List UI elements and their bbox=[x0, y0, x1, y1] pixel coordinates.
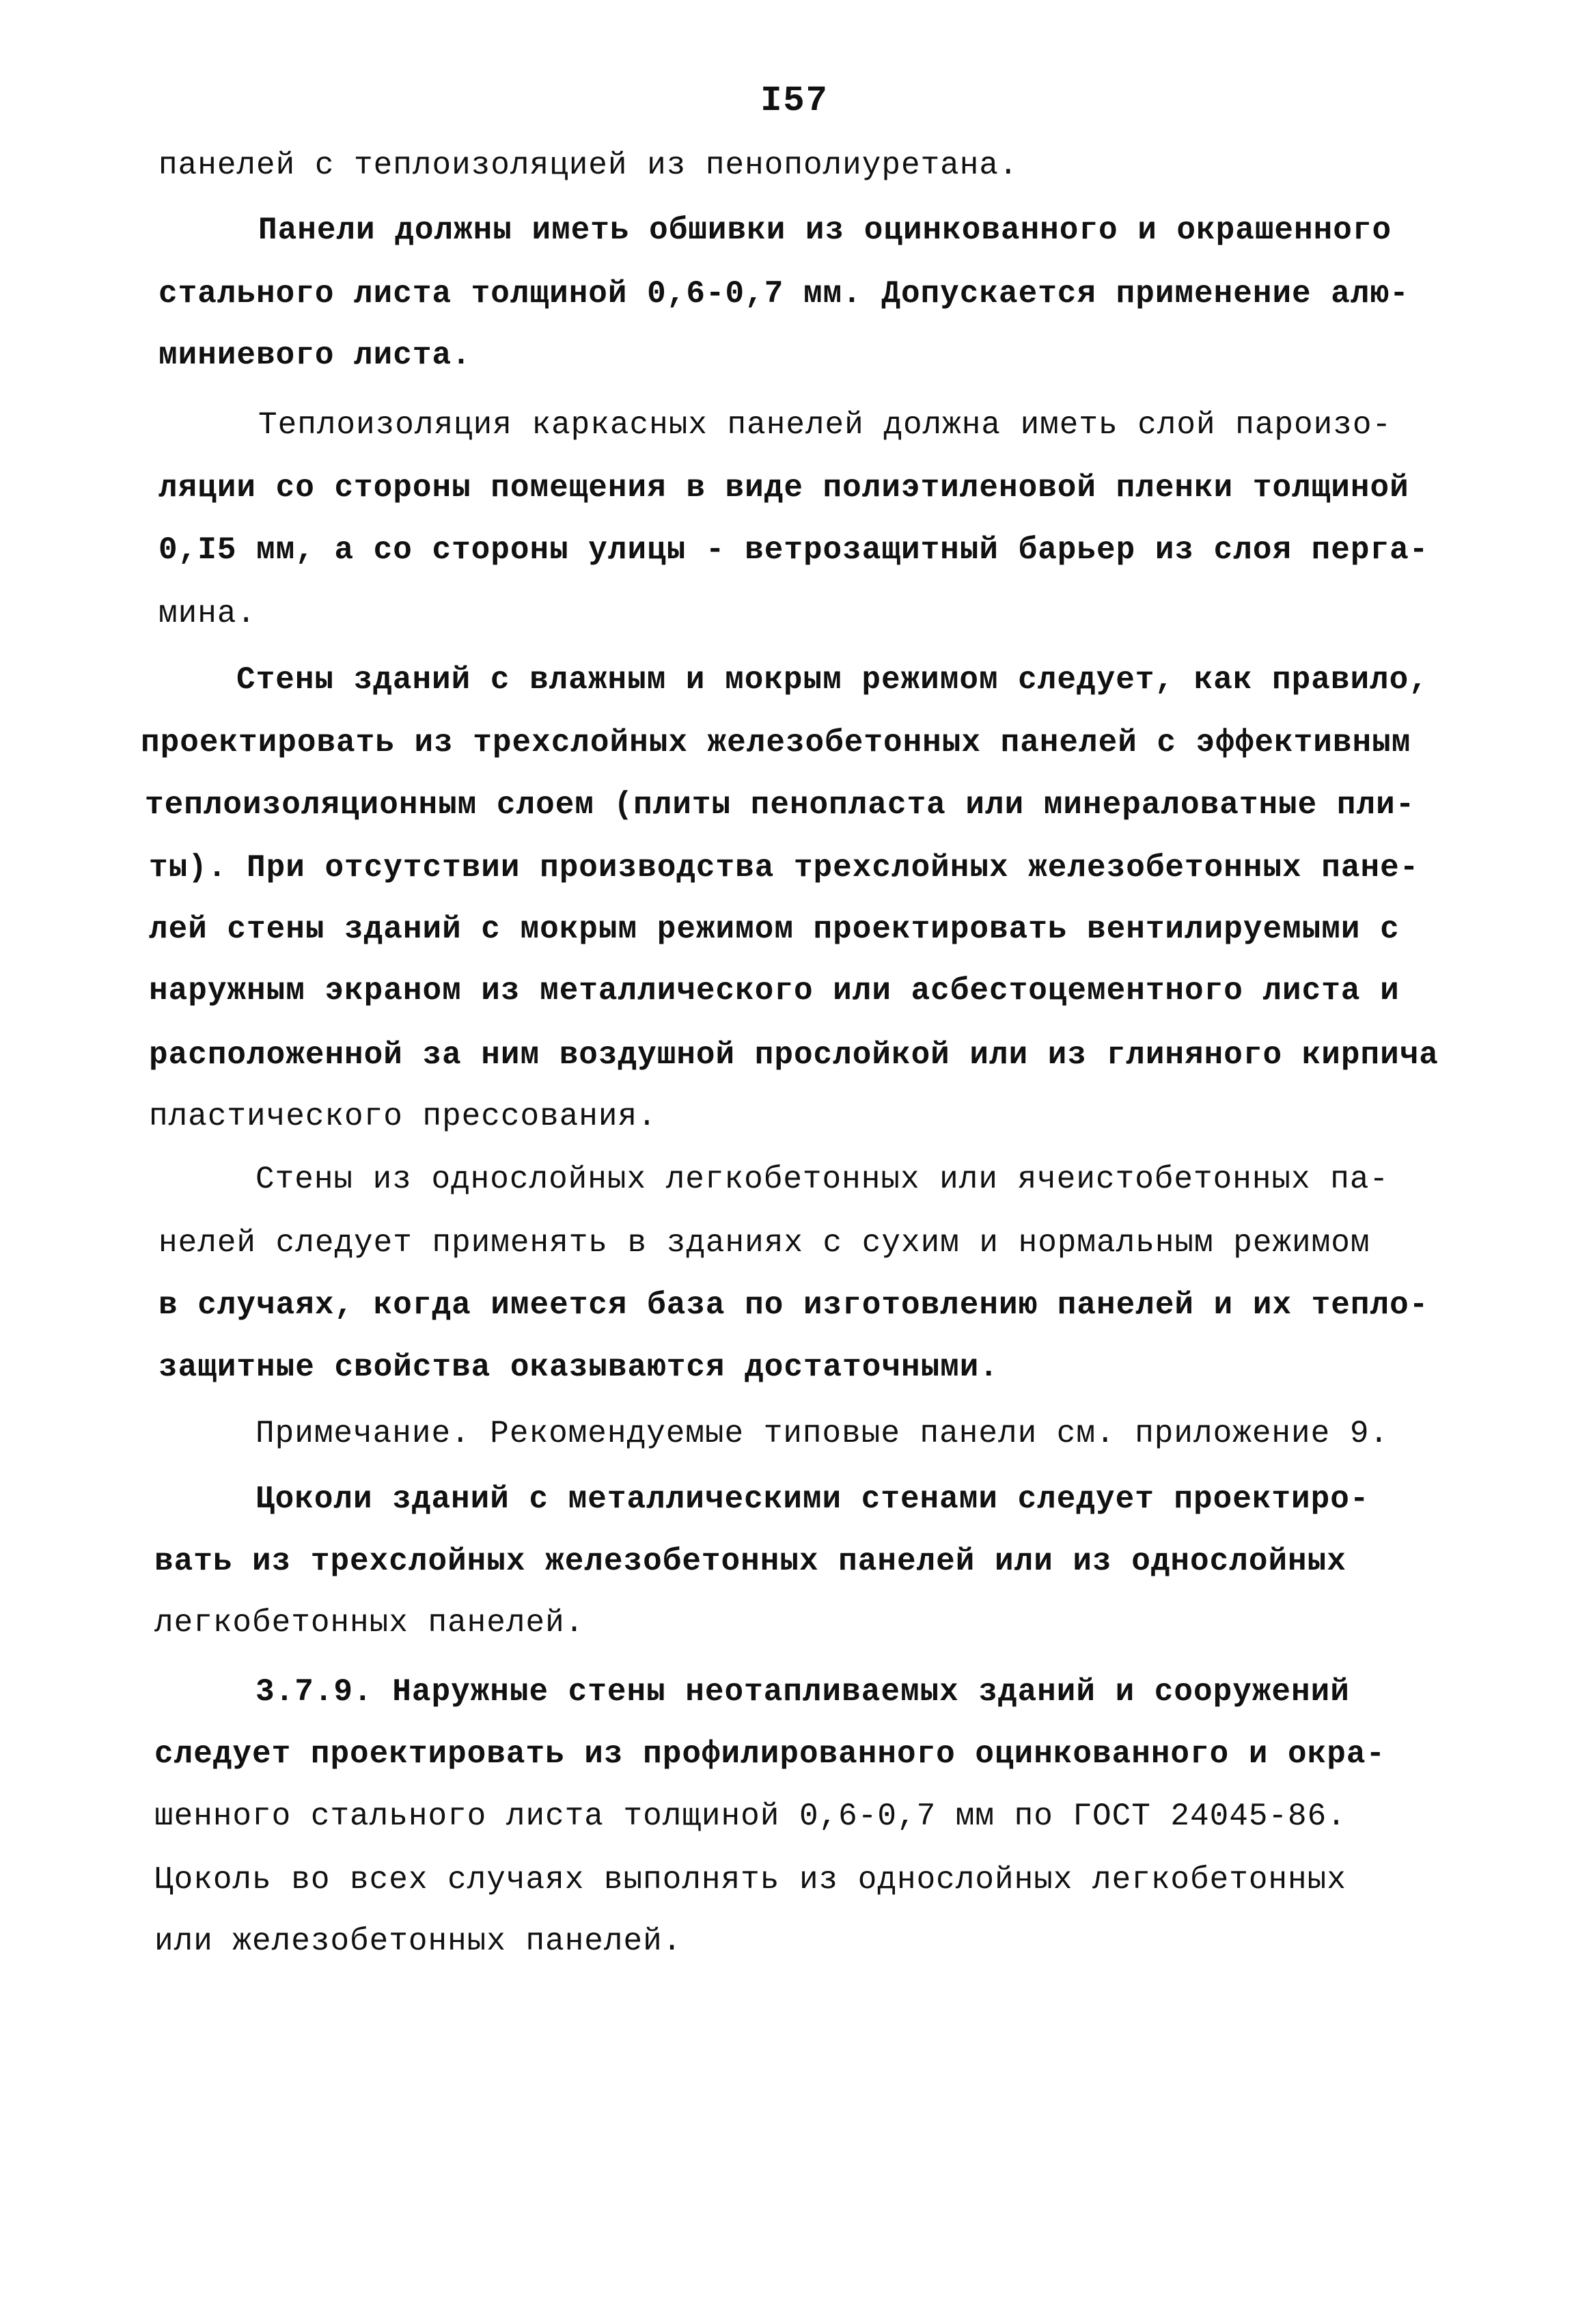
text-line: в случаях, когда имеется база по изготовлению панелей и их тепло- bbox=[158, 1287, 1429, 1323]
text-line: миниевого листа. bbox=[158, 338, 471, 373]
text-line: стального листа толщиной 0,6-0,7 мм. Допускается применение алю- bbox=[158, 276, 1409, 312]
text-line: защитные свойства оказываются достаточными. bbox=[158, 1350, 999, 1385]
text-line: следует проектировать из профилированного оцинкованного и окра- bbox=[154, 1736, 1386, 1772]
text-line: ты). При отсутствии производства трехслойных железобетонных пане- bbox=[149, 850, 1420, 886]
text-line: легкобетонных панелей. bbox=[154, 1605, 585, 1641]
text-line: лей стены зданий с мокрым режимом проектировать вентилируемыми с bbox=[149, 912, 1400, 947]
text-line: 3.7.9. Наружные стены неотапливаемых зданий и сооружений bbox=[255, 1674, 1350, 1710]
text-line: Цоколи зданий с металлическими стенами следует проектиро- bbox=[255, 1481, 1370, 1517]
text-line: теплоизоляционным слоем (плиты пенопласта или минераловатные пли- bbox=[145, 787, 1415, 823]
page-number: I57 bbox=[760, 81, 829, 121]
text-line: проектировать из трехслойных железобетонных панелей с эффективным bbox=[141, 725, 1411, 761]
text-line: панелей с теплоизоляцией из пенополиуретана. bbox=[158, 148, 1019, 183]
text-line: ляции со стороны помещения в виде полиэтиленовой пленки толщиной bbox=[158, 470, 1409, 506]
text-line: Стены зданий с влажным и мокрым режимом следует, как правило, bbox=[236, 662, 1428, 698]
text-line: шенного стального листа толщиной 0,6-0,7 мм по ГОСТ 24045-86. bbox=[154, 1799, 1346, 1834]
text-line: Цоколь во всех случаях выполнять из однослойных легкобетонных bbox=[154, 1862, 1346, 1898]
text-line: или железобетонных панелей. bbox=[154, 1924, 682, 1959]
text-line: пластического прессования. bbox=[149, 1099, 657, 1134]
text-line: мина. bbox=[158, 596, 257, 631]
text-line: нелей следует применять в зданиях с сухим и нормальным режимом bbox=[158, 1225, 1370, 1261]
text-line: Примечание. Рекомендуемые типовые панели см. приложение 9. bbox=[255, 1416, 1390, 1451]
text-line: 0,I5 мм, а со стороны улицы - ветрозащитный барьер из слоя перга- bbox=[158, 532, 1429, 568]
text-line: вать из трехслойных железобетонных панелей или из однослойных bbox=[154, 1544, 1346, 1579]
text-line: наружным экраном из металлического или асбестоцементного листа и bbox=[149, 973, 1400, 1009]
text-line: расположенной за ним воздушной прослойкой или из глиняного кирпича bbox=[149, 1037, 1439, 1073]
text-line: Стены из однослойных легкобетонных или ячеистобетонных па- bbox=[255, 1162, 1390, 1197]
text-line: Теплоизоляция каркасных панелей должна иметь слой пароизо- bbox=[258, 407, 1392, 443]
text-line: Панели должны иметь обшивки из оцинкованного и окрашенного bbox=[258, 213, 1392, 248]
